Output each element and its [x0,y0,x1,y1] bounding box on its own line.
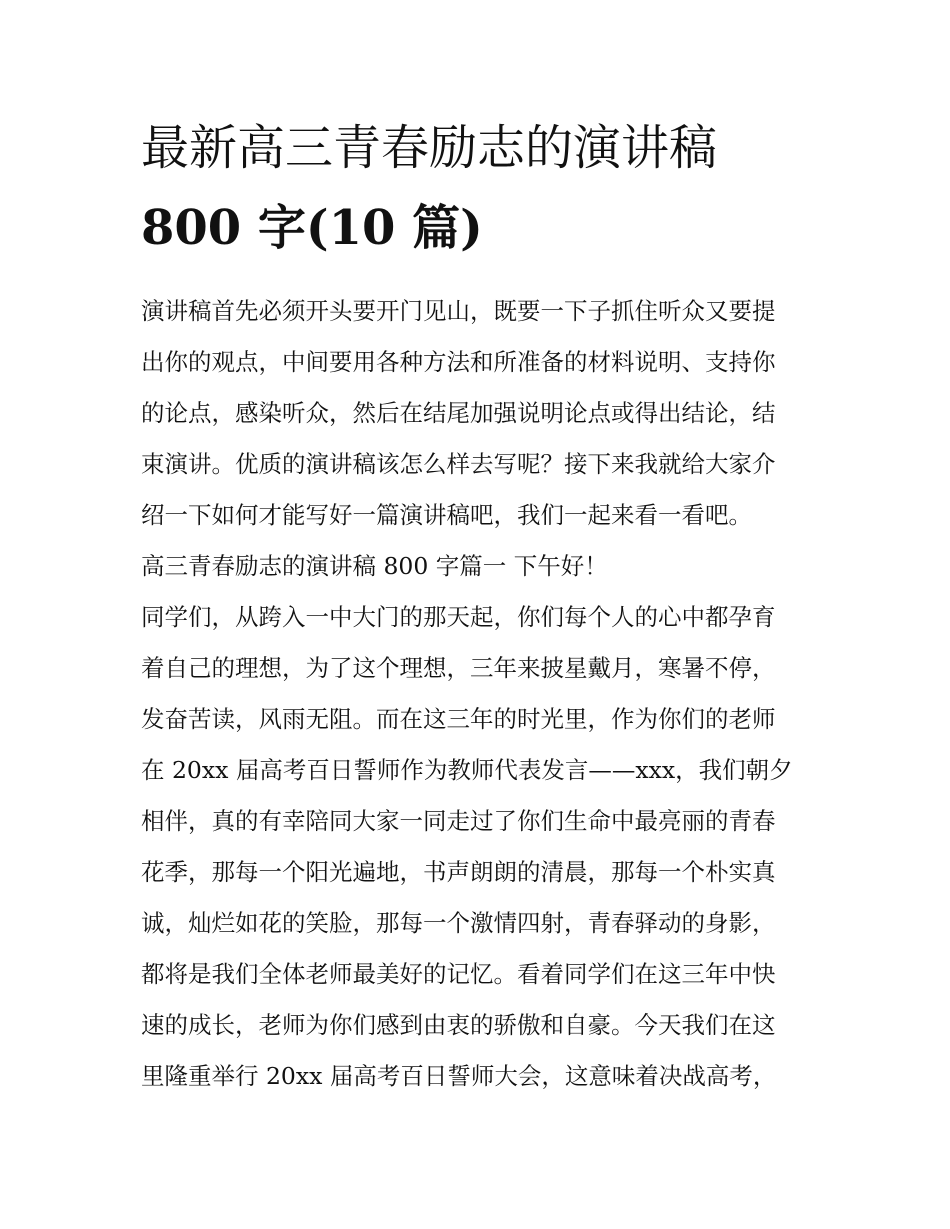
text-line: 高三青春励志的演讲稿 800 字篇一 下午好！ [141,552,608,580]
title-line-2: 800 字(10 篇) [141,200,483,256]
intro-paragraph [141,286,813,541]
document-title [141,108,813,268]
text-line: 诚，灿烂如花的笑脸，那每一个激情四射，青春驿动的身影， [141,909,776,937]
text-line: 束演讲。优质的演讲稿该怎么样去写呢？接下来我就给大家介 [141,450,776,478]
document-body [141,286,813,1102]
text-line: 里隆重举行 20xx 届高考百日誓师大会，这意味着决战高考， [141,1062,777,1090]
text-line: 演讲稿首先必须开头要开门见山，既要一下子抓住听众又要提 [141,297,776,325]
text-line: 相伴，真的有幸陪同大家一同走过了你们生命中最亮丽的青春 [141,807,776,835]
text-line: 花季，那每一个阳光遍地，书声朗朗的清晨，那每一个朴实真 [141,858,776,886]
text-line: 的论点，感染听众，然后在结尾加强说明论点或得出结论，结 [141,399,776,427]
text-line: 绍一下如何才能写好一篇演讲稿吧，我们一起来看一看吧。 [141,501,752,529]
text-line: 着自己的理想，为了这个理想，三年来披星戴月，寒暑不停， [141,654,776,682]
document-page [141,108,813,1102]
text-line: 发奋苦读，风雨无阻。而在这三年的时光里，作为你们的老师 [141,705,776,733]
text-line: 都将是我们全体老师最美好的记忆。看着同学们在这三年中快 [141,960,776,988]
text-line: 出你的观点，中间要用各种方法和所准备的材料说明、支持你 [141,348,776,376]
title-line-1: 最新高三青春励志的演讲稿 [141,120,718,176]
text-line: 速的成长，老师为你们感到由衷的骄傲和自豪。今天我们在这 [141,1011,776,1039]
section-heading-paragraph [141,541,813,592]
text-line: 在 20xx 届高考百日誓师作为教师代表发言——xxx，我们朝夕 [141,756,793,784]
speech-paragraph [141,592,813,1102]
text-line: 同学们，从跨入一中大门的那天起，你们每个人的心中都孕育 [141,603,776,631]
